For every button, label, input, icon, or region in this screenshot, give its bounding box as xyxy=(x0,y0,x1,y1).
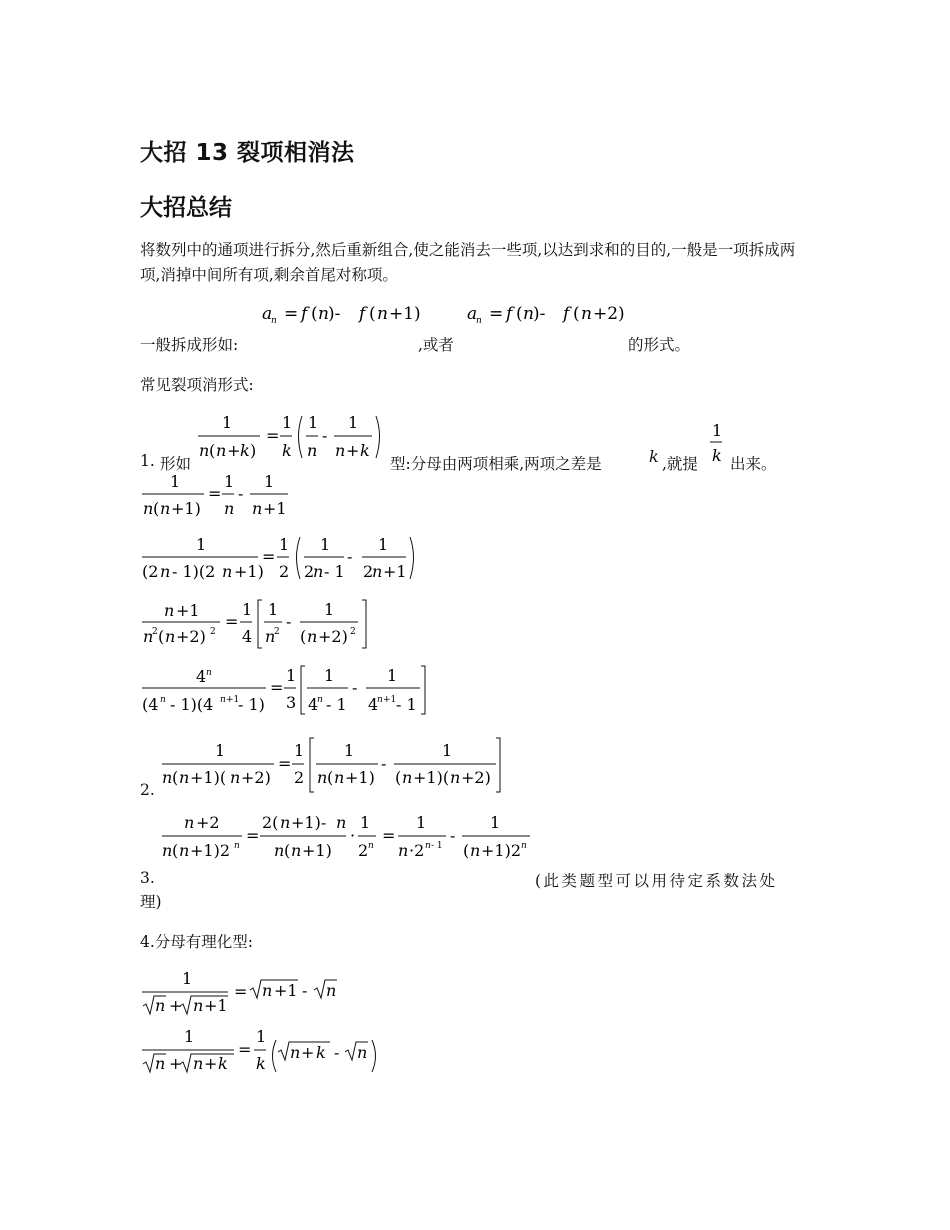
svg-text:): ) xyxy=(250,441,257,460)
svg-text:=: = xyxy=(246,826,260,845)
svg-text:1: 1 xyxy=(308,413,319,432)
svg-text:- 1: - 1 xyxy=(396,695,417,714)
svg-text:(: ( xyxy=(395,768,402,787)
svg-text:n: n xyxy=(179,841,190,860)
common-forms-label: 常见裂项消形式: xyxy=(140,376,254,394)
svg-text:1: 1 xyxy=(344,741,355,760)
svg-text:2: 2 xyxy=(350,627,356,637)
svg-text:1: 1 xyxy=(286,666,297,685)
formula-square-diff xyxy=(140,598,380,654)
svg-text:(: ( xyxy=(172,841,179,860)
svg-text:)-: )- xyxy=(533,304,546,324)
svg-text:4: 4 xyxy=(308,695,319,714)
svg-text:-: - xyxy=(381,754,387,773)
svg-text:(2: (2 xyxy=(142,562,159,581)
svg-text:n: n xyxy=(523,304,534,324)
svg-text:(: ( xyxy=(172,768,179,787)
svg-text:+2: +2 xyxy=(196,813,220,832)
svg-text:=: = xyxy=(234,982,248,1001)
svg-text:n: n xyxy=(216,441,227,460)
svg-text:1: 1 xyxy=(324,600,335,619)
svg-text:- 1: - 1 xyxy=(326,695,347,714)
svg-text:1: 1 xyxy=(348,413,359,432)
svg-text:n: n xyxy=(224,499,235,518)
svg-text:1: 1 xyxy=(387,666,398,685)
svg-text:-: - xyxy=(322,426,328,445)
svg-text:+: + xyxy=(204,1054,218,1073)
svg-text:1: 1 xyxy=(196,535,207,554)
svg-text:n: n xyxy=(368,841,374,851)
svg-text:k: k xyxy=(712,446,722,465)
svg-text:(4: (4 xyxy=(142,695,159,714)
formula-item1-general xyxy=(196,408,388,468)
svg-text:(: ( xyxy=(311,304,318,324)
svg-text:- 1)(2: - 1)(2 xyxy=(172,562,216,581)
svg-text:f: f xyxy=(359,304,366,324)
svg-text:n: n xyxy=(165,627,176,646)
svg-text:n: n xyxy=(162,841,173,860)
svg-text:-: - xyxy=(334,1043,340,1062)
svg-text:+1): +1) xyxy=(389,304,421,324)
svg-text:4: 4 xyxy=(368,695,379,714)
svg-text:+1): +1) xyxy=(171,499,201,518)
svg-text:+2): +2) xyxy=(176,627,206,646)
svg-text:n: n xyxy=(220,695,226,705)
item3-note-end: 理) xyxy=(140,893,162,911)
svg-text:+1): +1) xyxy=(345,768,375,787)
svg-text:1: 1 xyxy=(294,741,305,760)
svg-text:n: n xyxy=(274,841,285,860)
svg-text:-: - xyxy=(238,484,244,503)
svg-text:(: ( xyxy=(209,441,216,460)
svg-text:1: 1 xyxy=(170,472,181,491)
svg-text:+1)2: +1)2 xyxy=(481,841,522,860)
svg-text:a: a xyxy=(262,304,273,324)
svg-text:-: - xyxy=(352,678,358,697)
svg-text:n: n xyxy=(230,768,241,787)
svg-text:(: ( xyxy=(153,499,160,518)
formula-triple-product xyxy=(160,736,510,794)
svg-text:(: ( xyxy=(573,304,580,324)
svg-text:n: n xyxy=(581,304,592,324)
svg-text:1: 1 xyxy=(184,1027,195,1046)
svg-text:+1): +1) xyxy=(234,562,264,581)
svg-text:n: n xyxy=(160,695,166,705)
svg-text:-: - xyxy=(302,981,308,1000)
svg-text:4: 4 xyxy=(196,667,207,686)
svg-text:=: = xyxy=(208,484,222,503)
svg-text:2: 2 xyxy=(210,627,216,637)
svg-text:k: k xyxy=(360,441,370,460)
svg-text:2: 2 xyxy=(304,562,315,581)
svg-text:- 1): - 1) xyxy=(238,695,265,714)
svg-text:+: + xyxy=(227,441,241,460)
svg-text:+1: +1 xyxy=(226,695,240,705)
item2-number: 2. xyxy=(140,781,155,799)
svg-text:=: = xyxy=(382,826,396,845)
svg-text:(: ( xyxy=(463,841,470,860)
svg-text:+: + xyxy=(301,1043,315,1062)
svg-text:- 1: - 1 xyxy=(431,841,443,851)
svg-text:1: 1 xyxy=(224,472,235,491)
svg-text:+: + xyxy=(346,441,360,460)
svg-text:(: ( xyxy=(284,841,291,860)
svg-text:1: 1 xyxy=(256,1027,267,1046)
svg-text:1: 1 xyxy=(378,535,389,554)
svg-text:+: + xyxy=(169,1054,183,1073)
svg-text:2(: 2( xyxy=(262,813,279,832)
svg-text:=: = xyxy=(262,547,276,566)
svg-text:)-: )- xyxy=(328,304,341,324)
svg-text:+2): +2) xyxy=(241,768,271,787)
svg-text:n: n xyxy=(206,668,212,678)
svg-text:+1): +1) xyxy=(302,841,332,860)
formula-exponential-split xyxy=(160,808,540,866)
svg-text:n: n xyxy=(326,981,337,1000)
svg-text:+1)(: +1)( xyxy=(413,768,450,787)
formula-rationalize-1 xyxy=(140,964,360,1020)
svg-text:2: 2 xyxy=(152,627,158,637)
svg-text:- 1)(4: - 1)(4 xyxy=(170,695,214,714)
item3-number: 3. xyxy=(140,869,155,887)
svg-text:+2): +2) xyxy=(318,627,348,646)
svg-text:+1)-: +1)- xyxy=(291,813,327,832)
item1-desc-c: 出来。 xyxy=(730,455,777,473)
svg-text:n: n xyxy=(377,695,383,705)
svg-text:n: n xyxy=(377,304,388,324)
item1-prefix: 形如 xyxy=(160,455,192,473)
svg-text:n: n xyxy=(290,1043,301,1062)
svg-text:n: n xyxy=(179,768,190,787)
svg-text:n: n xyxy=(402,768,413,787)
svg-text:3: 3 xyxy=(286,693,297,712)
svg-text:+1: +1 xyxy=(383,562,407,581)
item4-label: 4.分母有理化型: xyxy=(140,933,254,951)
svg-text:f: f xyxy=(506,304,513,324)
svg-text:-: - xyxy=(347,547,353,566)
svg-text:n: n xyxy=(318,304,329,324)
svg-text:-: - xyxy=(286,612,292,631)
form-or: ,或者 xyxy=(418,336,454,354)
svg-text:1: 1 xyxy=(712,421,723,440)
svg-text:-: - xyxy=(450,826,456,845)
svg-text:=: = xyxy=(278,754,292,773)
svg-text:1: 1 xyxy=(324,666,335,685)
item3-note: (此类题型可以用待定系数法处 xyxy=(535,872,778,890)
svg-text:1: 1 xyxy=(360,813,371,832)
svg-text:1: 1 xyxy=(279,535,290,554)
svg-text:n: n xyxy=(155,996,166,1015)
svg-text:(: ( xyxy=(369,304,376,324)
item1-desc-a: 型:分母由两项相乘,两项之差是 xyxy=(390,455,602,473)
svg-text:n: n xyxy=(252,499,263,518)
section-heading: 大招总结 xyxy=(140,195,232,221)
svg-text:n: n xyxy=(271,316,277,326)
svg-text:k: k xyxy=(282,441,292,460)
svg-text:1: 1 xyxy=(416,813,427,832)
svg-text:n: n xyxy=(155,1054,166,1073)
svg-text:n: n xyxy=(313,562,324,581)
page-title: 大招 13 裂项相消法 xyxy=(140,140,355,166)
svg-text:n: n xyxy=(280,813,291,832)
formula-odd-product xyxy=(140,533,430,585)
formula-one-over-k xyxy=(708,418,728,468)
svg-text:+2): +2) xyxy=(461,768,491,787)
formula-an-forms xyxy=(255,298,645,330)
svg-text:=: = xyxy=(225,612,239,631)
svg-text:n: n xyxy=(398,841,409,860)
svg-text:n: n xyxy=(162,768,173,787)
svg-text:1: 1 xyxy=(264,472,275,491)
svg-text:·2: ·2 xyxy=(409,841,425,860)
svg-text:n: n xyxy=(265,627,276,646)
svg-text:n: n xyxy=(262,981,273,1000)
svg-text:n: n xyxy=(307,627,318,646)
intro-paragraph: 将数列中的通项进行拆分,然后重新组合,使之能消去一些项,以达到求和的目的,一般是一项拆成两项,消掉中间所有项,剩余首尾对称项。 xyxy=(140,241,796,284)
svg-text:n: n xyxy=(317,768,328,787)
formula-rationalize-k xyxy=(140,1022,400,1078)
svg-text:+1: +1 xyxy=(383,695,397,705)
svg-text:(: ( xyxy=(300,627,307,646)
svg-text:2: 2 xyxy=(363,562,374,581)
formula-1-over-n-n1 xyxy=(140,470,300,522)
svg-text:n: n xyxy=(143,627,154,646)
svg-text:1: 1 xyxy=(268,600,279,619)
svg-text:n: n xyxy=(193,1054,204,1073)
svg-text:n: n xyxy=(143,499,154,518)
svg-text:n: n xyxy=(291,841,302,860)
svg-text:- 1: - 1 xyxy=(324,562,345,581)
svg-text:+1: +1 xyxy=(274,981,298,1000)
svg-text:2: 2 xyxy=(358,841,369,860)
svg-text:n: n xyxy=(222,562,233,581)
item1-number: 1. xyxy=(140,452,155,470)
svg-text:k: k xyxy=(218,1054,228,1073)
svg-text:n: n xyxy=(184,813,195,832)
svg-text:1: 1 xyxy=(242,600,253,619)
svg-text:n: n xyxy=(334,768,345,787)
svg-text:n: n xyxy=(164,601,175,620)
svg-text:n: n xyxy=(307,441,318,460)
svg-text:+1)2: +1)2 xyxy=(190,841,231,860)
svg-text:+1)(: +1)( xyxy=(190,768,227,787)
svg-text:2: 2 xyxy=(274,627,280,637)
svg-text:1: 1 xyxy=(490,813,501,832)
svg-text:n: n xyxy=(335,441,346,460)
svg-text:k: k xyxy=(240,441,250,460)
svg-text:n: n xyxy=(160,499,171,518)
svg-text:n: n xyxy=(336,813,347,832)
svg-text:=: = xyxy=(284,304,299,324)
svg-text:=: = xyxy=(270,678,284,697)
svg-text:n: n xyxy=(317,695,323,705)
svg-text:1: 1 xyxy=(282,413,293,432)
form-lead: 一般拆成形如: xyxy=(140,336,239,354)
formula-power-four xyxy=(140,664,440,720)
svg-text:n: n xyxy=(234,841,240,851)
svg-text:(: ( xyxy=(327,768,334,787)
svg-text:2: 2 xyxy=(279,562,290,581)
svg-text:+1: +1 xyxy=(204,996,228,1015)
svg-text:1: 1 xyxy=(182,969,193,988)
form-tail: 的形式。 xyxy=(628,336,691,354)
svg-text:n: n xyxy=(199,441,210,460)
svg-text:=: = xyxy=(238,1040,252,1059)
svg-text:2: 2 xyxy=(294,768,305,787)
svg-text:+2): +2) xyxy=(593,304,625,324)
svg-text:+: + xyxy=(169,996,183,1015)
svg-text:n: n xyxy=(193,996,204,1015)
svg-text:1: 1 xyxy=(442,741,453,760)
svg-text:n: n xyxy=(470,841,481,860)
svg-text:(: ( xyxy=(516,304,523,324)
item1-k: k xyxy=(649,447,659,466)
svg-text:n: n xyxy=(476,316,482,326)
svg-text:·: · xyxy=(350,826,356,845)
svg-text:n: n xyxy=(160,562,171,581)
svg-text:f: f xyxy=(563,304,570,324)
svg-text:n: n xyxy=(372,562,383,581)
svg-text:k: k xyxy=(256,1054,266,1073)
svg-text:=: = xyxy=(489,304,504,324)
svg-text:a: a xyxy=(467,304,478,324)
svg-text:+1: +1 xyxy=(176,601,200,620)
svg-text:f: f xyxy=(301,304,308,324)
svg-text:1: 1 xyxy=(215,741,226,760)
svg-text:(: ( xyxy=(158,627,165,646)
svg-text:+1: +1 xyxy=(263,499,287,518)
svg-text:1: 1 xyxy=(320,535,331,554)
svg-text:n: n xyxy=(521,841,527,851)
svg-text:n: n xyxy=(357,1043,368,1062)
svg-text:n: n xyxy=(425,841,431,851)
svg-text:n: n xyxy=(450,768,461,787)
svg-text:=: = xyxy=(266,426,280,445)
svg-text:k: k xyxy=(316,1043,326,1062)
item1-desc-b: ,就提 xyxy=(662,455,698,473)
svg-text:4: 4 xyxy=(242,627,253,646)
svg-text:1: 1 xyxy=(222,413,233,432)
